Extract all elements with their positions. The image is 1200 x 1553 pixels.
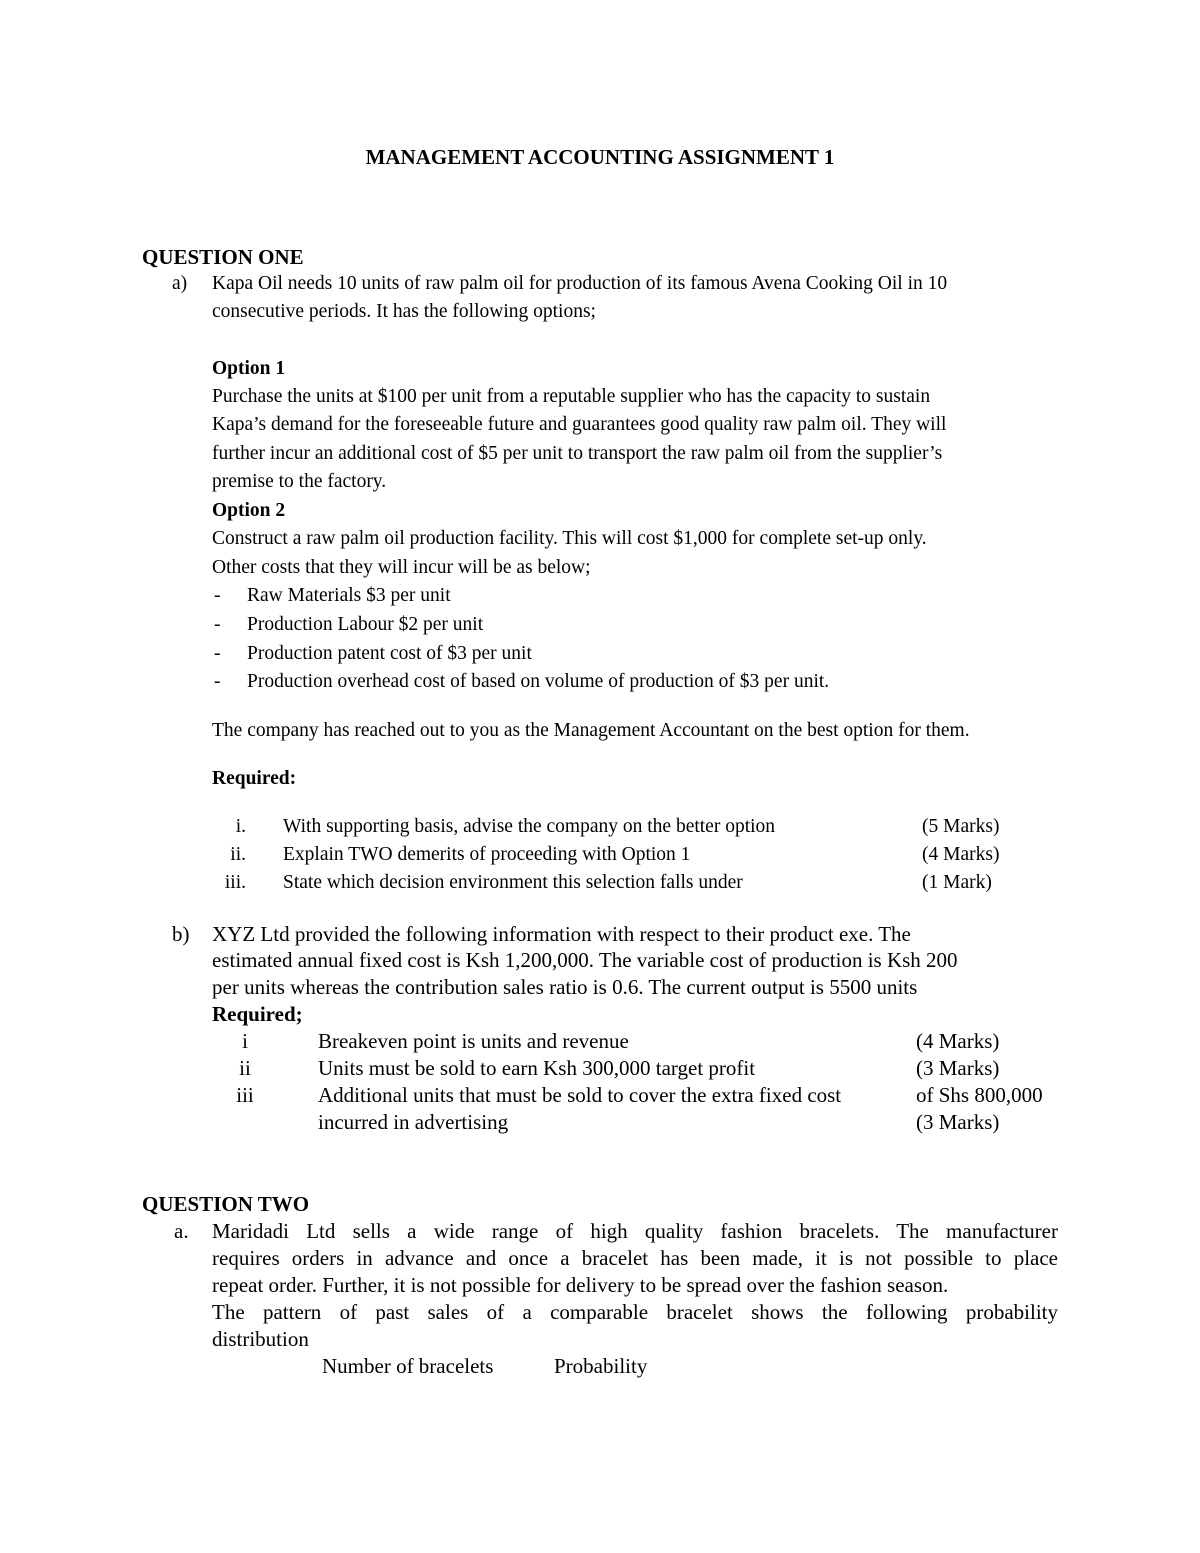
required-num: i. — [235, 816, 246, 837]
required-num: ii — [239, 1056, 251, 1080]
document-title: MANAGEMENT ACCOUNTING ASSIGNMENT 1 — [365, 145, 835, 169]
q1b-line: estimated annual fixed cost is Ksh 1,200,000. The variable cost of production is Ksh 200 — [212, 948, 958, 972]
bullet-dash: - — [214, 671, 221, 692]
option1-line: premise to the factory. — [212, 471, 387, 492]
required-marks: (4 Marks) — [916, 1029, 1000, 1053]
option1-line: Kapa’s demand for the foreseeable future and guarantees good quality raw palm oil. They will — [212, 414, 947, 435]
q2a-line: requires orders in advance and once a bracelet has been made, it is not possible to place — [212, 1246, 1058, 1270]
required-marks: (3 Marks) — [916, 1056, 1000, 1080]
required-marks: of Shs 800,000 — [916, 1083, 1043, 1107]
required-num: iii. — [224, 872, 246, 893]
required-text: Additional units that must be sold to cover the extra fixed cost — [318, 1083, 842, 1107]
q1a-label: a) — [172, 273, 188, 294]
required-text: Breakeven point is units and revenue — [318, 1029, 629, 1053]
bullet-dash: - — [214, 585, 221, 606]
option2-line: Other costs that they will incur will be as below; — [212, 557, 591, 578]
option2-heading: Option 2 — [212, 500, 286, 521]
option2-bullet: Production overhead cost of based on volume of production of $3 per unit. — [247, 671, 830, 692]
q1a-closing: The company has reached out to you as the Management Accountant on the best option for them. — [212, 720, 970, 741]
q2a-line: distribution — [212, 1327, 309, 1351]
required-text: With supporting basis, advise the company on the better option — [283, 816, 776, 837]
option1-heading: Option 1 — [212, 358, 286, 379]
required-marks: (5 Marks) — [922, 816, 1000, 837]
q1a-intro-line: consecutive periods. It has the following options; — [212, 301, 596, 322]
required-text: Explain TWO demerits of proceeding with Option 1 — [283, 844, 691, 865]
option1-line: further incur an additional cost of $5 per unit to transport the raw palm oil from the supplier’s — [212, 443, 943, 464]
table-header-bracelets: Number of bracelets — [322, 1354, 494, 1378]
option2-bullet: Production patent cost of $3 per unit — [247, 643, 532, 664]
q2a-label: a. — [174, 1219, 189, 1243]
option2-line: Construct a raw palm oil production facility. This will cost $1,000 for complete set-up only. — [212, 528, 927, 549]
question-one-heading: QUESTION ONE — [142, 245, 304, 269]
option2-bullet: Production Labour $2 per unit — [247, 614, 484, 635]
q1a-required-label: Required: — [212, 768, 297, 789]
required-num: ii. — [230, 844, 246, 865]
q2a-line: repeat order. Further, it is not possible for delivery to be spread over the fashion season. — [212, 1273, 949, 1297]
q1b-line: XYZ Ltd provided the following information with respect to their product exe. The — [212, 922, 911, 946]
option2-bullet: Raw Materials $3 per unit — [247, 585, 451, 606]
required-marks: (3 Marks) — [916, 1110, 1000, 1134]
question-two-heading: QUESTION TWO — [142, 1192, 310, 1216]
bullet-dash: - — [214, 614, 221, 635]
bullet-dash: - — [214, 643, 221, 664]
option1-line: Purchase the units at $100 per unit from a reputable supplier who has the capacity to sustain — [212, 386, 931, 407]
q2a-line: Maridadi Ltd sells a wide range of high quality fashion bracelets. The manufacturer — [212, 1219, 1058, 1243]
q1b-line: per units whereas the contribution sales ratio is 0.6. The current output is 5500 units — [212, 975, 918, 999]
required-text: State which decision environment this selection falls under — [283, 872, 743, 893]
required-text: Units must be sold to earn Ksh 300,000 target profit — [318, 1056, 756, 1080]
q1b-required-label: Required; — [212, 1002, 303, 1026]
required-marks: (4 Marks) — [922, 844, 1000, 865]
q2a-line: The pattern of past sales of a comparable bracelet shows the following probability — [212, 1300, 1058, 1324]
required-text: incurred in advertising — [318, 1110, 509, 1134]
q1a-intro-line: Kapa Oil needs 10 units of raw palm oil for production of its famous Avena Cooking Oil in 10 — [212, 273, 948, 294]
required-num: i — [242, 1029, 248, 1053]
required-marks: (1 Mark) — [922, 872, 992, 893]
q1b-label: b) — [172, 922, 190, 946]
required-num: iii — [236, 1083, 254, 1107]
table-header-probability: Probability — [554, 1354, 648, 1378]
